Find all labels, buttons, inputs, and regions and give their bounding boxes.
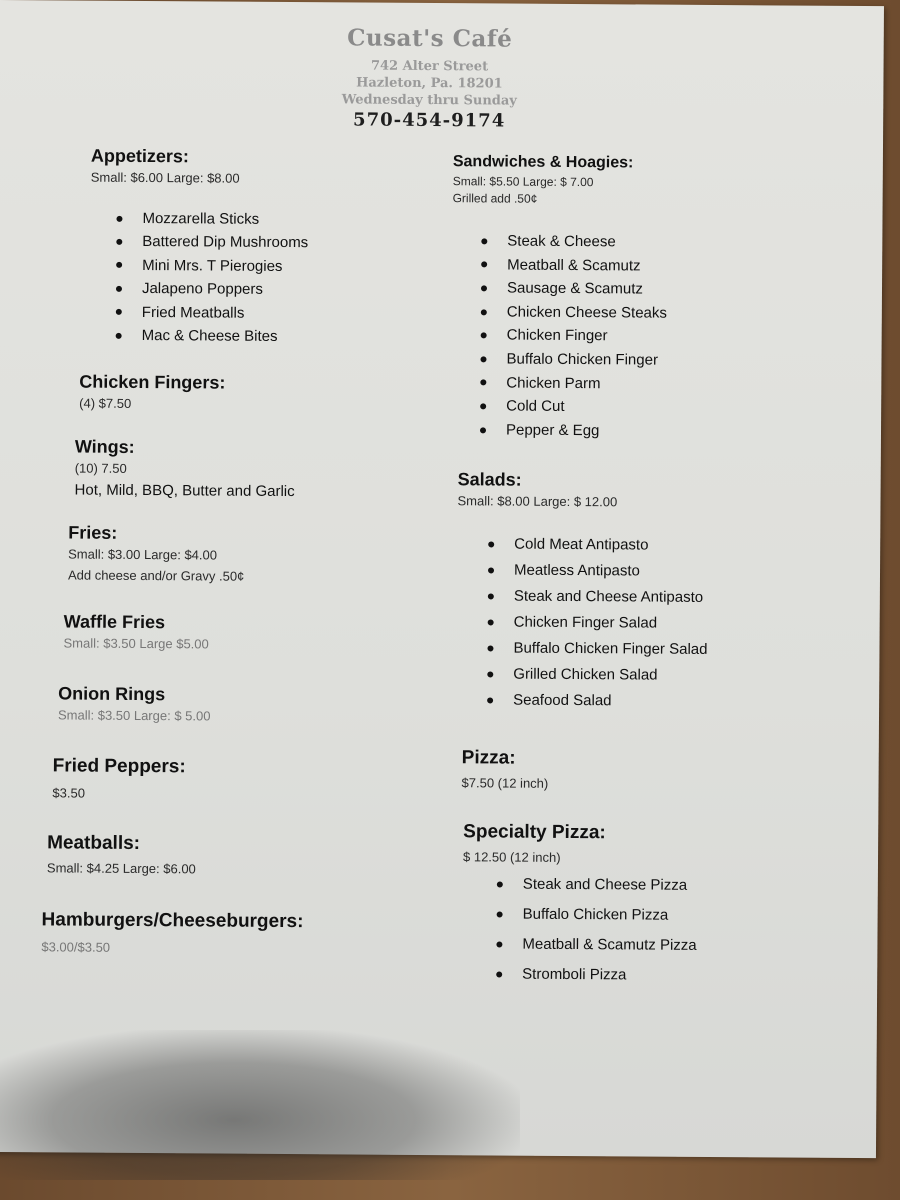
list-item: Cold Cut [480, 395, 666, 420]
specialty-pizza-list [496, 869, 697, 990]
list-item: Chicken Finger Salad [488, 609, 708, 637]
pizza-price: $7.50 (12 inch) [461, 775, 549, 791]
fried-peppers-section [52, 755, 185, 801]
hamburgers-title: Hamburgers/Cheeseburgers: [41, 909, 304, 933]
fries-note: Add cheese and/or Gravy .50¢ [67, 567, 245, 584]
list-item: Mozzarella Sticks [116, 207, 308, 232]
list-item: Battered Dip Mushrooms [116, 230, 308, 255]
meatballs-section [47, 832, 196, 876]
chicken-fingers-price: (4) $7.50 [79, 395, 132, 411]
meatballs-title: Meatballs: [47, 832, 141, 854]
cafe-city: Hazleton, Pa. 18201 [356, 75, 503, 92]
cafe-address: 742 Alter Street [370, 58, 489, 75]
cafe-phone: 570-454-9174 [353, 109, 506, 132]
list-item: Buffalo Chicken Finger Salad [487, 635, 707, 663]
sandwiches-title: Sandwiches & Hoagies: [452, 153, 634, 172]
hamburgers-price: $3.00/$3.50 [41, 939, 111, 955]
salads-list [487, 531, 708, 715]
list-item: Steak and Cheese Pizza [497, 869, 697, 900]
fried-peppers-title: Fried Peppers: [52, 755, 186, 778]
fried-peppers-price: $3.50 [52, 785, 86, 801]
specialty-pizza-title: Specialty Pizza: [463, 821, 606, 844]
salads-price: Small: $8.00 Large: $ 12.00 [457, 493, 618, 510]
list-item: Jalapeno Poppers [116, 277, 308, 302]
sandwiches-list [480, 229, 668, 443]
fries-section [68, 522, 245, 583]
sandwiches-note: Grilled add .50¢ [452, 191, 538, 206]
wings-flavors: Hot, Mild, BBQ, Butter and Garlic [74, 481, 295, 501]
list-item: Cold Meat Antipasto [488, 531, 708, 559]
list-item: Chicken Finger [481, 324, 667, 349]
list-item: Chicken Parm [480, 371, 666, 396]
list-item: Pepper & Egg [480, 418, 666, 443]
list-item: Buffalo Chicken Pizza [497, 899, 697, 930]
appetizers-price: Small: $6.00 Large: $8.00 [90, 169, 240, 186]
sandwiches-price: Small: $5.50 Large: $ 7.00 [452, 174, 594, 190]
fries-title: Fries: [68, 522, 118, 543]
appetizers-section [91, 146, 240, 186]
onion-rings-section [58, 683, 211, 723]
appetizers-title: Appetizers: [90, 145, 189, 167]
list-item: Meatless Antipasto [488, 557, 708, 585]
onion-rings-price: Small: $3.50 Large: $ 5.00 [57, 707, 211, 724]
meatballs-price: Small: $4.25 Large: $6.00 [46, 860, 196, 877]
chicken-fingers-section [79, 372, 225, 412]
pizza-section [461, 747, 548, 791]
list-item: Buffalo Chicken Finger [480, 347, 666, 372]
list-item: Mac & Cheese Bites [116, 324, 308, 349]
waffle-fries-section [63, 611, 209, 651]
fries-price: Small: $3.00 Large: $4.00 [68, 546, 218, 563]
list-item: Fried Meatballs [116, 300, 308, 325]
list-item: Grilled Chicken Salad [487, 661, 707, 689]
onion-rings-title: Onion Rings [58, 683, 166, 705]
cafe-name: Cusat's Café [347, 24, 513, 53]
specialty-pizza-price: $ 12.50 (12 inch) [462, 849, 561, 865]
list-item: Mini Mrs. T Pierogies [116, 254, 308, 279]
list-item: Steak & Cheese [481, 229, 667, 254]
waffle-fries-title: Waffle Fries [63, 611, 166, 633]
hamburgers-section [41, 909, 303, 956]
wings-price: (10) 7.50 [74, 460, 127, 476]
list-item: Meatball & Scamutz Pizza [496, 929, 696, 960]
salads-section [457, 469, 617, 509]
salads-title: Salads: [457, 469, 522, 490]
list-item: Chicken Cheese Steaks [481, 300, 667, 325]
hand-shadow [0, 1030, 520, 1180]
appetizers-list [116, 207, 309, 349]
list-item: Sausage & Scamutz [481, 277, 667, 302]
list-item: Steak and Cheese Antipasto [488, 583, 708, 611]
list-item: Meatball & Scamutz [481, 253, 667, 278]
wings-title: Wings: [74, 436, 135, 457]
pizza-title: Pizza: [461, 747, 516, 769]
specialty-pizza-section [463, 821, 606, 865]
list-item: Seafood Salad [487, 687, 707, 715]
chicken-fingers-title: Chicken Fingers: [79, 371, 226, 393]
waffle-fries-price: Small: $3.50 Large $5.00 [63, 635, 209, 652]
sandwiches-section [453, 153, 634, 206]
wings-section [75, 437, 296, 501]
list-item: Stromboli Pizza [496, 959, 696, 990]
cafe-days: Wednesday thru Sunday [341, 92, 517, 109]
